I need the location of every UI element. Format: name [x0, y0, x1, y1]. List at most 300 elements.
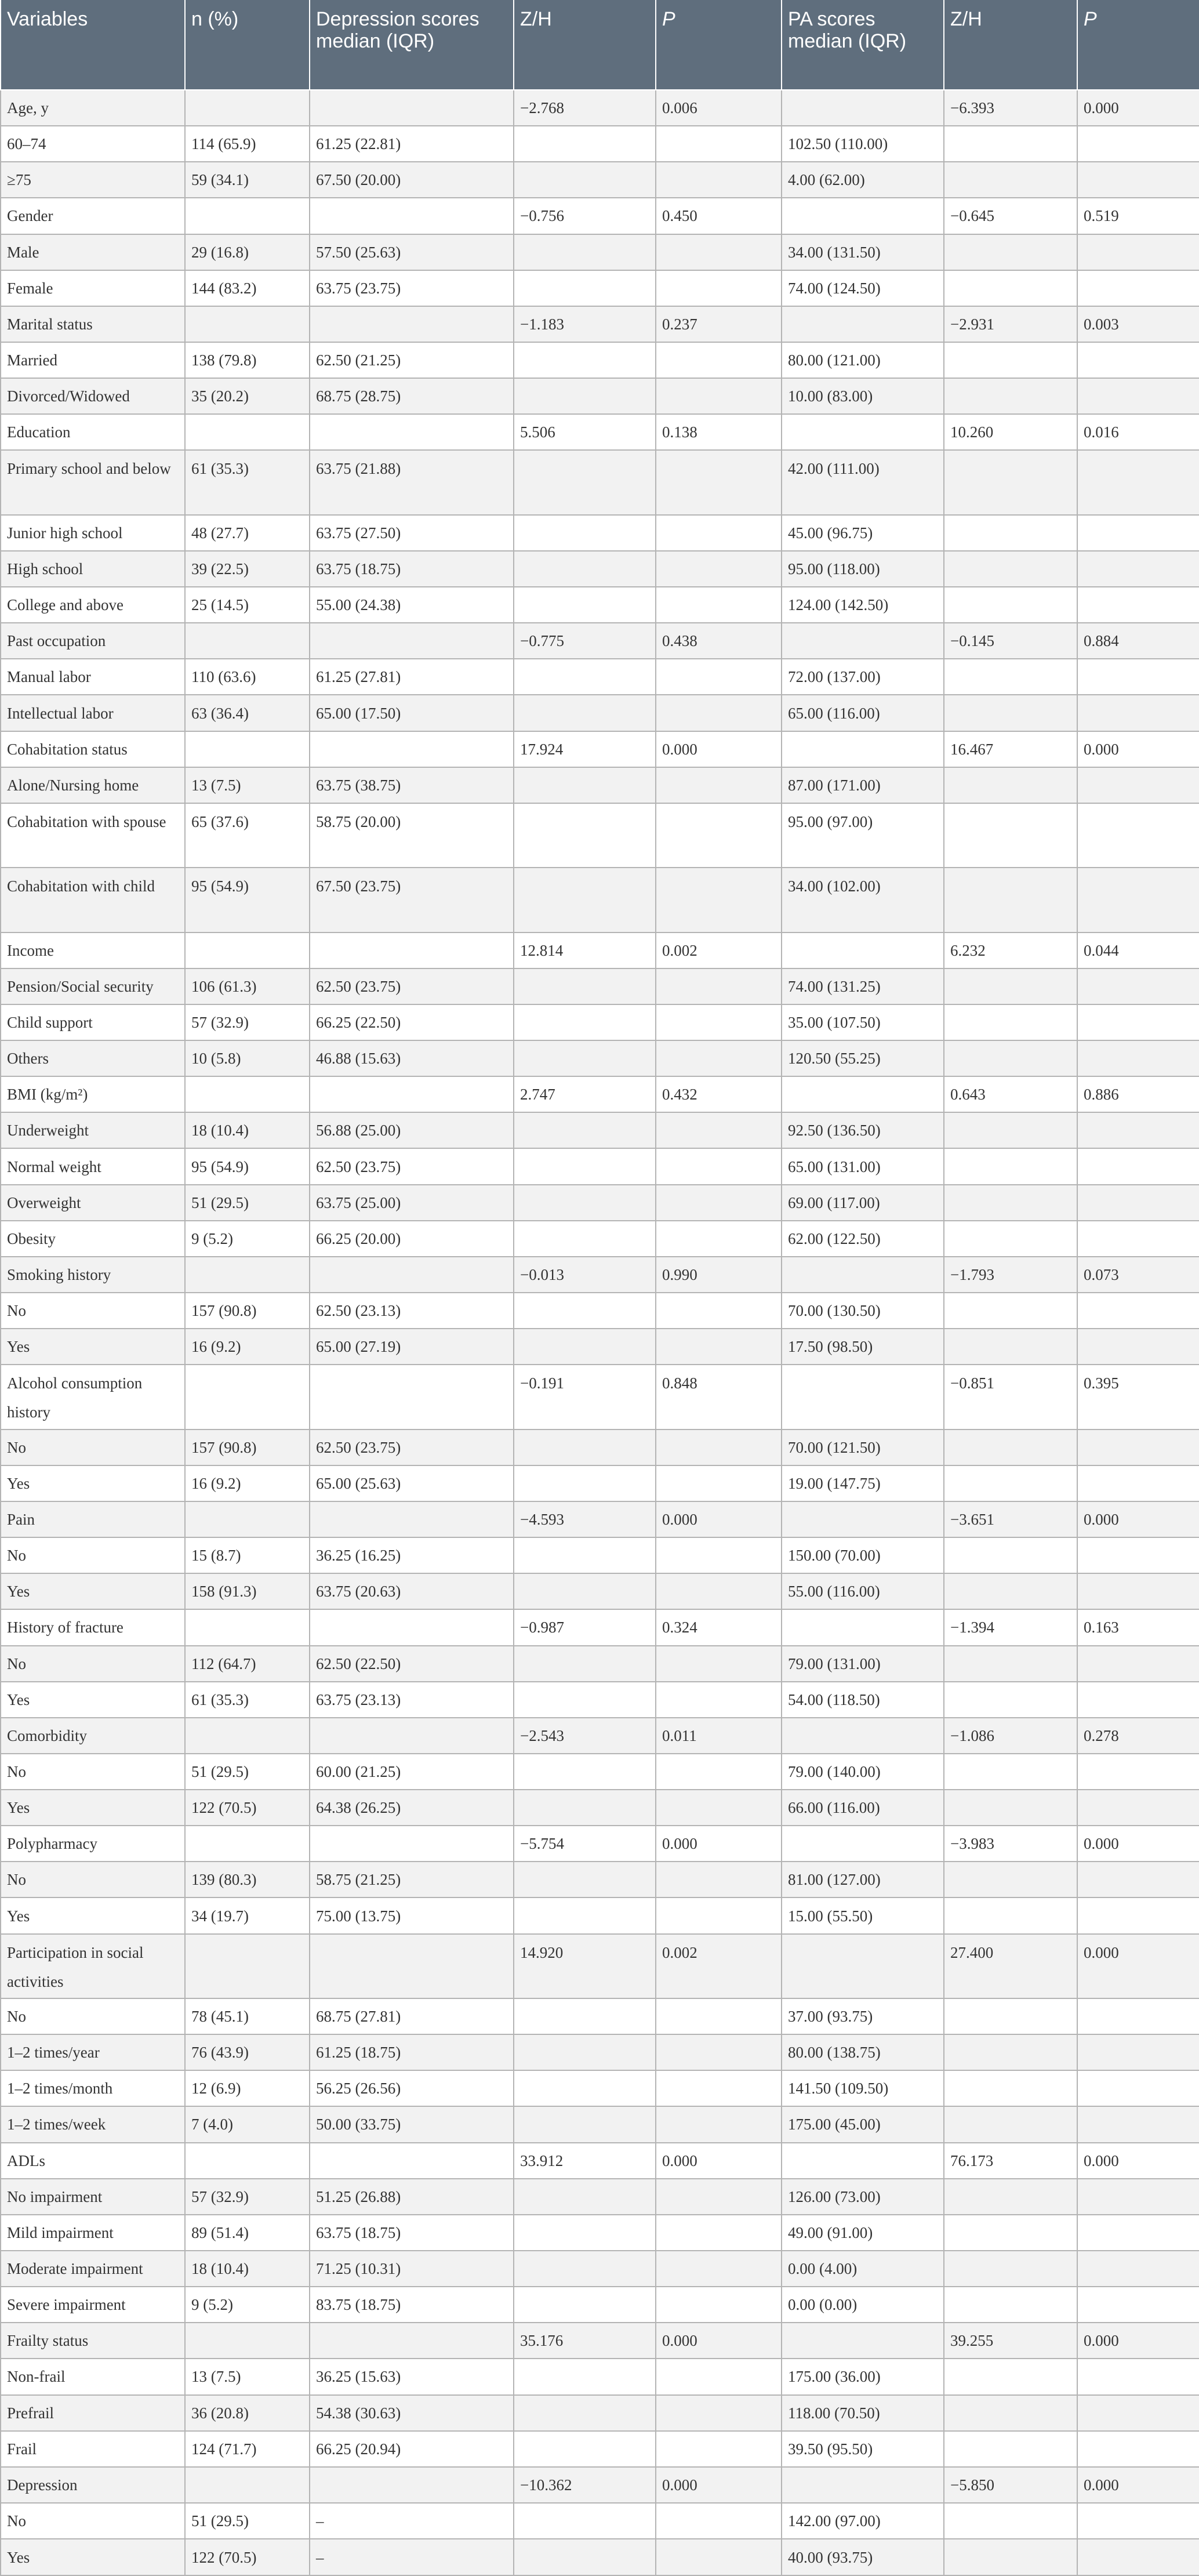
cell-n-percent [185, 90, 310, 126]
cell-depression-p: 0.000 [656, 2323, 782, 2359]
cell-variable: Cohabitation status [1, 731, 185, 767]
cell-pa-p [1077, 2431, 1199, 2467]
cell-n-percent [185, 2323, 310, 2359]
cell-pa-zh [944, 2359, 1077, 2394]
table-row [1, 1004, 1199, 1040]
cell-pa-zh [944, 1862, 1077, 1897]
table-row [1, 1862, 1199, 1897]
cell-depression-p [656, 968, 782, 1004]
cell-depression-median [310, 2323, 514, 2359]
table-row [1, 587, 1199, 623]
cell-depression-median: 63.75 (23.13) [310, 1682, 514, 1718]
cell-pa-median: 79.00 (140.00) [782, 1754, 944, 1790]
cell-variable: Severe impairment [1, 2287, 185, 2323]
cell-variable: Depression [1, 2467, 185, 2503]
table-row [1, 868, 1199, 932]
header-pa-p: P [1077, 0, 1199, 90]
cell-depression-median: 71.25 (10.31) [310, 2251, 514, 2287]
cell-depression-zh [514, 1293, 656, 1329]
cell-variable: Pain [1, 1501, 185, 1537]
cell-depression-zh [514, 1790, 656, 1826]
cell-depression-p: 0.237 [656, 306, 782, 342]
cell-pa-zh [944, 378, 1077, 414]
cell-depression-p: 0.432 [656, 1076, 782, 1112]
cell-pa-zh [944, 2287, 1077, 2323]
cell-depression-median: 56.25 (26.56) [310, 2070, 514, 2106]
cell-pa-p: 0.278 [1077, 1718, 1199, 1754]
cell-depression-median: 62.50 (23.75) [310, 1430, 514, 1465]
cell-n-percent: 15 (8.7) [185, 1537, 310, 1573]
cell-pa-p: 0.073 [1077, 1257, 1199, 1293]
cell-n-percent: 7 (4.0) [185, 2106, 310, 2142]
cell-depression-p [656, 2287, 782, 2323]
cell-n-percent: 35 (20.2) [185, 378, 310, 414]
cell-depression-zh: −0.987 [514, 1609, 656, 1645]
table-row [1, 623, 1199, 659]
cell-pa-zh [944, 1293, 1077, 1329]
cell-n-percent: 57 (32.9) [185, 2179, 310, 2215]
cell-pa-median: 65.00 (116.00) [782, 695, 944, 731]
table-body [1, 90, 1199, 2575]
cell-depression-zh [514, 1112, 656, 1148]
cell-pa-median: 92.50 (136.50) [782, 1112, 944, 1148]
cell-pa-zh: −1.394 [944, 1609, 1077, 1645]
cell-depression-p [656, 1646, 782, 1682]
cell-n-percent: 29 (16.8) [185, 234, 310, 270]
cell-pa-p: 0.000 [1077, 731, 1199, 767]
table-row [1, 803, 1199, 868]
cell-depression-p [656, 515, 782, 551]
cell-variable: No [1, 1646, 185, 1682]
table-row [1, 2359, 1199, 2394]
header-variables: Variables [1, 0, 185, 90]
cell-depression-median: 63.75 (18.75) [310, 551, 514, 587]
cell-depression-zh [514, 270, 656, 306]
cell-depression-median: 65.00 (25.63) [310, 1465, 514, 1501]
cell-pa-p [1077, 1862, 1199, 1897]
cell-depression-median: 75.00 (13.75) [310, 1897, 514, 1933]
cell-depression-p [656, 378, 782, 414]
cell-variable: Yes [1, 2539, 185, 2575]
table-row [1, 1257, 1199, 1293]
cell-pa-median: 19.00 (147.75) [782, 1465, 944, 1501]
cell-pa-p [1077, 450, 1199, 514]
cell-depression-zh: −0.013 [514, 1257, 656, 1293]
cell-variable: Yes [1, 1897, 185, 1933]
cell-depression-median: 56.88 (25.00) [310, 1112, 514, 1148]
cell-depression-median [310, 1257, 514, 1293]
cell-depression-median: – [310, 2503, 514, 2539]
cell-pa-p [1077, 2251, 1199, 2287]
cell-pa-median [782, 1826, 944, 1862]
cell-pa-median [782, 2143, 944, 2179]
cell-depression-median: 66.25 (22.50) [310, 1004, 514, 1040]
cell-depression-p: 0.138 [656, 414, 782, 450]
cell-depression-p [656, 695, 782, 731]
table-row [1, 1221, 1199, 1257]
cell-depression-median [310, 731, 514, 767]
cell-pa-zh [944, 767, 1077, 803]
cell-pa-zh [944, 2395, 1077, 2431]
cell-n-percent: 51 (29.5) [185, 1754, 310, 1790]
cell-depression-median: 83.75 (18.75) [310, 2287, 514, 2323]
cell-variable: History of fracture [1, 1609, 185, 1645]
cell-pa-median [782, 306, 944, 342]
table-row [1, 1537, 1199, 1573]
cell-variable: Prefrail [1, 2395, 185, 2431]
cell-depression-zh [514, 2034, 656, 2070]
table-row [1, 1998, 1199, 2034]
cell-n-percent: 18 (10.4) [185, 1112, 310, 1148]
cell-depression-zh: −5.754 [514, 1826, 656, 1862]
cell-depression-p: 0.848 [656, 1365, 782, 1429]
cell-pa-zh: 0.643 [944, 1076, 1077, 1112]
table-row [1, 450, 1199, 514]
cell-pa-zh [944, 2503, 1077, 2539]
cell-variable: Marital status [1, 306, 185, 342]
cell-pa-zh [944, 695, 1077, 731]
cell-pa-zh [944, 1897, 1077, 1933]
table-row [1, 1329, 1199, 1365]
cell-pa-median: 17.50 (98.50) [782, 1329, 944, 1365]
cell-n-percent [185, 1826, 310, 1862]
cell-variable: No [1, 1537, 185, 1573]
cell-depression-p [656, 162, 782, 198]
table-row [1, 695, 1199, 731]
cell-pa-zh: −3.983 [944, 1826, 1077, 1862]
table-row [1, 2070, 1199, 2106]
cell-pa-p [1077, 378, 1199, 414]
cell-pa-median: 34.00 (131.50) [782, 234, 944, 270]
table-row [1, 2034, 1199, 2070]
cell-pa-p [1077, 270, 1199, 306]
cell-pa-p [1077, 2287, 1199, 2323]
cell-pa-zh: −2.931 [944, 306, 1077, 342]
cell-pa-p: 0.000 [1077, 2467, 1199, 2503]
cell-pa-zh [944, 1646, 1077, 1682]
cell-depression-p [656, 2215, 782, 2251]
cell-pa-median: 69.00 (117.00) [782, 1185, 944, 1221]
cell-pa-zh [944, 1185, 1077, 1221]
cell-pa-p: 0.000 [1077, 2323, 1199, 2359]
cell-depression-median [310, 933, 514, 968]
cell-pa-zh [944, 1537, 1077, 1573]
cell-variable: Male [1, 234, 185, 270]
cell-depression-median: 54.38 (30.63) [310, 2395, 514, 2431]
cell-depression-p: 0.324 [656, 1609, 782, 1645]
cell-depression-zh [514, 2539, 656, 2575]
cell-pa-zh [944, 450, 1077, 514]
cell-depression-zh [514, 1897, 656, 1933]
cell-variable: Others [1, 1040, 185, 1076]
cell-depression-median: 65.00 (27.19) [310, 1329, 514, 1365]
cell-depression-zh [514, 450, 656, 514]
cell-depression-p [656, 1293, 782, 1329]
cell-pa-p [1077, 1004, 1199, 1040]
cell-pa-median: 10.00 (83.00) [782, 378, 944, 414]
cell-variable: BMI (kg/m²) [1, 1076, 185, 1112]
cell-n-percent: 110 (63.6) [185, 659, 310, 695]
cell-pa-median: 39.50 (95.50) [782, 2431, 944, 2467]
table-row [1, 1293, 1199, 1329]
cell-depression-zh [514, 126, 656, 162]
table-row [1, 2539, 1199, 2575]
cell-variable: Frail [1, 2431, 185, 2467]
cell-pa-p: 0.016 [1077, 414, 1199, 450]
cell-depression-median: 63.75 (25.00) [310, 1185, 514, 1221]
table-row [1, 1790, 1199, 1826]
cell-depression-p: 0.000 [656, 731, 782, 767]
cell-pa-zh [944, 551, 1077, 587]
cell-pa-median [782, 2467, 944, 2503]
table-row [1, 551, 1199, 587]
cell-pa-zh [944, 1040, 1077, 1076]
cell-pa-median: 142.00 (97.00) [782, 2503, 944, 2539]
cell-pa-p: 0.003 [1077, 306, 1199, 342]
cell-n-percent: 157 (90.8) [185, 1293, 310, 1329]
cell-depression-zh [514, 803, 656, 868]
cell-depression-median: 62.50 (23.13) [310, 1293, 514, 1329]
cell-n-percent: 13 (7.5) [185, 2359, 310, 2394]
cell-variable: Comorbidity [1, 1718, 185, 1754]
cell-pa-median [782, 1609, 944, 1645]
cell-pa-p [1077, 1329, 1199, 1365]
cell-pa-zh [944, 2251, 1077, 2287]
cell-variable: No impairment [1, 2179, 185, 2215]
cell-depression-zh [514, 2503, 656, 2539]
cell-variable: ADLs [1, 2143, 185, 2179]
cell-depression-zh: 5.506 [514, 414, 656, 450]
table-row [1, 1934, 1199, 1998]
cell-depression-zh [514, 2359, 656, 2394]
cell-variable: Participation in social activities [1, 1934, 185, 1998]
cell-pa-p [1077, 1646, 1199, 1682]
cell-depression-median: 36.25 (15.63) [310, 2359, 514, 2394]
cell-pa-median: 81.00 (127.00) [782, 1862, 944, 1897]
cell-depression-p: 0.002 [656, 1934, 782, 1998]
cell-variable: Manual labor [1, 659, 185, 695]
cell-depression-zh [514, 587, 656, 623]
cell-depression-zh: 33.912 [514, 2143, 656, 2179]
cell-depression-median: 62.50 (23.75) [310, 968, 514, 1004]
cell-pa-median: 40.00 (93.75) [782, 2539, 944, 2575]
cell-pa-p [1077, 1682, 1199, 1718]
cell-n-percent: 122 (70.5) [185, 2539, 310, 2575]
cell-variable: Yes [1, 1682, 185, 1718]
cell-pa-zh [944, 1754, 1077, 1790]
cell-pa-zh: −0.645 [944, 198, 1077, 234]
cell-pa-median: 120.50 (55.25) [782, 1040, 944, 1076]
cell-pa-p [1077, 868, 1199, 932]
cell-pa-zh [944, 1430, 1077, 1465]
cell-n-percent: 36 (20.8) [185, 2395, 310, 2431]
cell-depression-zh: 17.924 [514, 731, 656, 767]
table-row [1, 767, 1199, 803]
cell-n-percent: 124 (71.7) [185, 2431, 310, 2467]
header-depression-p: P [656, 0, 782, 90]
table-row [1, 731, 1199, 767]
cell-depression-zh: −0.191 [514, 1365, 656, 1429]
cell-variable: Cohabitation with spouse [1, 803, 185, 868]
cell-n-percent [185, 2143, 310, 2179]
cell-depression-median: 66.25 (20.94) [310, 2431, 514, 2467]
cell-n-percent [185, 198, 310, 234]
cell-depression-p [656, 2395, 782, 2431]
cell-n-percent: 95 (54.9) [185, 1148, 310, 1184]
cell-depression-p [656, 1185, 782, 1221]
cell-n-percent [185, 933, 310, 968]
cell-pa-zh: −1.086 [944, 1718, 1077, 1754]
cell-depression-zh [514, 2395, 656, 2431]
cell-pa-zh: 16.467 [944, 731, 1077, 767]
cell-depression-median [310, 1609, 514, 1645]
cell-pa-median: 95.00 (118.00) [782, 551, 944, 587]
cell-pa-zh [944, 2070, 1077, 2106]
cell-depression-p: 0.450 [656, 198, 782, 234]
cell-pa-zh: 10.260 [944, 414, 1077, 450]
cell-depression-zh: −0.756 [514, 198, 656, 234]
cell-depression-zh [514, 515, 656, 551]
cell-pa-zh [944, 2106, 1077, 2142]
cell-depression-p [656, 587, 782, 623]
cell-depression-zh: −2.768 [514, 90, 656, 126]
cell-variable: Mild impairment [1, 2215, 185, 2251]
cell-depression-p: 0.011 [656, 1718, 782, 1754]
cell-pa-p [1077, 587, 1199, 623]
cell-depression-p: 0.438 [656, 623, 782, 659]
cell-variable: Yes [1, 1573, 185, 1609]
cell-depression-p [656, 2503, 782, 2539]
cell-depression-p [656, 1998, 782, 2034]
cell-pa-zh: −6.393 [944, 90, 1077, 126]
table-row [1, 1718, 1199, 1754]
cell-variable: Primary school and below [1, 450, 185, 514]
cell-depression-zh [514, 968, 656, 1004]
cell-depression-zh [514, 2431, 656, 2467]
cell-depression-zh [514, 868, 656, 932]
cell-pa-zh [944, 126, 1077, 162]
cell-pa-zh [944, 1329, 1077, 1365]
table-row [1, 162, 1199, 198]
cell-variable: 1–2 times/year [1, 2034, 185, 2070]
cell-pa-zh [944, 2431, 1077, 2467]
cell-depression-median: 68.75 (28.75) [310, 378, 514, 414]
cell-variable: Age, y [1, 90, 185, 126]
table-row [1, 1076, 1199, 1112]
cell-n-percent: 78 (45.1) [185, 1998, 310, 2034]
cell-depression-p [656, 1682, 782, 1718]
cell-depression-median: 63.75 (38.75) [310, 767, 514, 803]
cell-n-percent [185, 1934, 310, 1998]
cell-depression-median: 63.75 (20.63) [310, 1573, 514, 1609]
cell-n-percent: 9 (5.2) [185, 2287, 310, 2323]
cell-depression-zh [514, 1537, 656, 1573]
table-row [1, 342, 1199, 378]
cell-pa-p [1077, 2215, 1199, 2251]
cell-pa-p [1077, 2539, 1199, 2575]
cell-n-percent: 61 (35.3) [185, 1682, 310, 1718]
header-pa-zh: Z/H [944, 0, 1077, 90]
cell-n-percent [185, 731, 310, 767]
cell-n-percent: 63 (36.4) [185, 695, 310, 731]
cell-depression-zh [514, 1754, 656, 1790]
cell-variable: No [1, 1862, 185, 1897]
cell-pa-zh [944, 2539, 1077, 2575]
cell-pa-p [1077, 234, 1199, 270]
table-row [1, 1646, 1199, 1682]
cell-depression-median: 50.00 (33.75) [310, 2106, 514, 2142]
cell-variable: Polypharmacy [1, 1826, 185, 1862]
cell-depression-median [310, 1934, 514, 1998]
cell-n-percent [185, 1076, 310, 1112]
cell-n-percent [185, 623, 310, 659]
cell-depression-p [656, 2034, 782, 2070]
cell-pa-p: 0.395 [1077, 1365, 1199, 1429]
cell-pa-p [1077, 1790, 1199, 1826]
cell-depression-median: 68.75 (27.81) [310, 1998, 514, 2034]
cell-depression-zh [514, 2070, 656, 2106]
cell-depression-p [656, 2179, 782, 2215]
table-row [1, 1682, 1199, 1718]
cell-depression-median [310, 306, 514, 342]
cell-depression-zh: −1.183 [514, 306, 656, 342]
cell-pa-p [1077, 1112, 1199, 1148]
cell-variable: Cohabitation with child [1, 868, 185, 932]
cell-variable: Gender [1, 198, 185, 234]
cell-pa-p [1077, 1897, 1199, 1933]
cell-depression-p: 0.006 [656, 90, 782, 126]
table-row [1, 515, 1199, 551]
cell-depression-median [310, 1501, 514, 1537]
cell-pa-p [1077, 1998, 1199, 2034]
cell-pa-zh [944, 1790, 1077, 1826]
cell-depression-p [656, 1897, 782, 1933]
cell-depression-zh: −0.775 [514, 623, 656, 659]
header-row [1, 0, 1199, 90]
cell-pa-median: 102.50 (110.00) [782, 126, 944, 162]
cell-variable: 1–2 times/month [1, 2070, 185, 2106]
cell-depression-median [310, 1365, 514, 1429]
cell-pa-median [782, 933, 944, 968]
cell-depression-median [310, 90, 514, 126]
cell-pa-zh [944, 2215, 1077, 2251]
cell-pa-zh [944, 2034, 1077, 2070]
cell-pa-median: 35.00 (107.50) [782, 1004, 944, 1040]
cell-pa-zh [944, 868, 1077, 932]
cell-depression-median: 61.25 (27.81) [310, 659, 514, 695]
cell-pa-median: 49.00 (91.00) [782, 2215, 944, 2251]
table-row [1, 1465, 1199, 1501]
table-row [1, 414, 1199, 450]
cell-n-percent: 139 (80.3) [185, 1862, 310, 1897]
cell-pa-median: 141.50 (109.50) [782, 2070, 944, 2106]
table-row [1, 2287, 1199, 2323]
cell-depression-p [656, 2539, 782, 2575]
cell-pa-zh [944, 1682, 1077, 1718]
cell-depression-zh [514, 1148, 656, 1184]
cell-n-percent: 59 (34.1) [185, 162, 310, 198]
cell-depression-median: 55.00 (24.38) [310, 587, 514, 623]
cell-depression-median: 58.75 (20.00) [310, 803, 514, 868]
cell-pa-p: 0.000 [1077, 1934, 1199, 1998]
cell-pa-zh [944, 515, 1077, 551]
table-row [1, 198, 1199, 234]
cell-pa-median: 0.00 (0.00) [782, 2287, 944, 2323]
cell-pa-p: 0.000 [1077, 1501, 1199, 1537]
cell-pa-p [1077, 126, 1199, 162]
cell-variable: Yes [1, 1790, 185, 1826]
cell-depression-zh [514, 1465, 656, 1501]
